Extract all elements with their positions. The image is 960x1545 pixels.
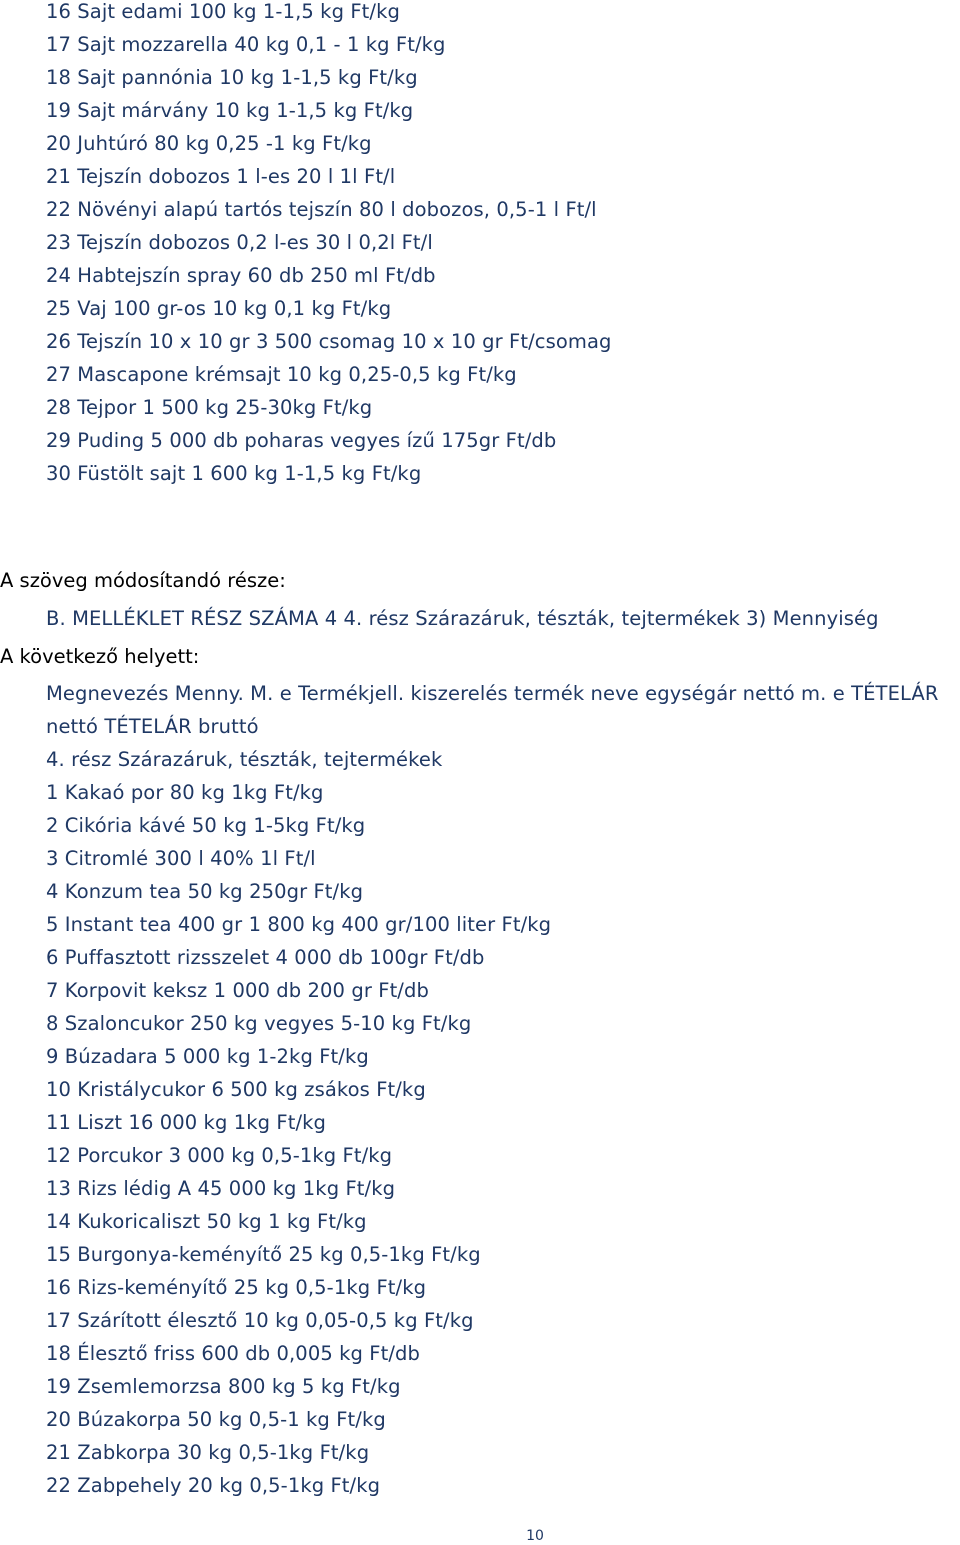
list-item: 18 Élesztő friss 600 db 0,005 kg Ft/db [46, 1342, 420, 1365]
list-item: 7 Korpovit keksz 1 000 db 200 gr Ft/db [46, 979, 429, 1002]
modify-line: B. MELLÉKLET RÉSZ SZÁMA 4 4. rész Szárazáruk, tészták, tejtermékek 3) Mennyiség [46, 607, 879, 630]
list-item: 17 Sajt mozzarella 40 kg 0,1 - 1 kg Ft/kg [46, 33, 446, 56]
list-item: 24 Habtejszín spray 60 db 250 ml Ft/db [46, 264, 436, 287]
list-item: 25 Vaj 100 gr-os 10 kg 0,1 kg Ft/kg [46, 297, 392, 320]
list-item: 30 Füstölt sajt 1 600 kg 1-1,5 kg Ft/kg [46, 462, 422, 485]
list-item: 3 Citromlé 300 l 40% 1l Ft/l [46, 847, 316, 870]
list-item: 6 Puffasztott rizsszelet 4 000 db 100gr Ft/db [46, 946, 485, 969]
list-item: 12 Porcukor 3 000 kg 0,5-1kg Ft/kg [46, 1144, 393, 1167]
list-item: 11 Liszt 16 000 kg 1kg Ft/kg [46, 1111, 327, 1134]
list-item: 18 Sajt pannónia 10 kg 1-1,5 kg Ft/kg [46, 66, 418, 89]
list-item: 19 Zsemlemorzsa 800 kg 5 kg Ft/kg [46, 1375, 401, 1398]
list-item: 14 Kukoricaliszt 50 kg 1 kg Ft/kg [46, 1210, 367, 1233]
list-item: 21 Zabkorpa 30 kg 0,5-1kg Ft/kg [46, 1441, 370, 1464]
list-item: 22 Növényi alapú tartós tejszín 80 l dobozos, 0,5-1 l Ft/l [46, 198, 597, 221]
heading-modify: A szöveg módosítandó része: [0, 569, 286, 592]
list-item: 16 Sajt edami 100 kg 1-1,5 kg Ft/kg [46, 0, 400, 23]
list-item: 8 Szaloncukor 250 kg vegyes 5-10 kg Ft/kg [46, 1012, 472, 1035]
table-header-line-2: nettó TÉTELÁR bruttó [46, 715, 259, 738]
list-item: 20 Juhtúró 80 kg 0,25 -1 kg Ft/kg [46, 132, 372, 155]
list-item: 9 Búzadara 5 000 kg 1-2kg Ft/kg [46, 1045, 369, 1068]
list-item: 22 Zabpehely 20 kg 0,5-1kg Ft/kg [46, 1474, 381, 1497]
list-item: 13 Rizs lédig A 45 000 kg 1kg Ft/kg [46, 1177, 396, 1200]
table-header-line-1: Megnevezés Menny. M. e Termékjell. kiszerelés termék neve egységár nettó m. e TÉTELÁR [46, 682, 939, 705]
list-item: 15 Burgonya-keményítő 25 kg 0,5-1kg Ft/kg [46, 1243, 481, 1266]
list-item: 2 Cikória kávé 50 kg 1-5kg Ft/kg [46, 814, 366, 837]
list-item: 1 Kakaó por 80 kg 1kg Ft/kg [46, 781, 324, 804]
list-item: 28 Tejpor 1 500 kg 25-30kg Ft/kg [46, 396, 373, 419]
list-item: 29 Puding 5 000 db poharas vegyes ízű 175gr Ft/db [46, 429, 557, 452]
page-number: 10 [526, 1528, 544, 1544]
list-item: 20 Búzakorpa 50 kg 0,5-1 kg Ft/kg [46, 1408, 386, 1431]
heading-instead: A következő helyett: [0, 645, 200, 668]
list-item: 27 Mascapone krémsajt 10 kg 0,25-0,5 kg Ft/kg [46, 363, 517, 386]
section-title: 4. rész Szárazáruk, tészták, tejtermékek [46, 748, 443, 771]
list-item: 19 Sajt márvány 10 kg 1-1,5 kg Ft/kg [46, 99, 414, 122]
list-item: 21 Tejszín dobozos 1 l-es 20 l 1l Ft/l [46, 165, 396, 188]
list-item: 23 Tejszín dobozos 0,2 l-es 30 l 0,2l Ft/l [46, 231, 433, 254]
list-item: 26 Tejszín 10 x 10 gr 3 500 csomag 10 x 10 gr Ft/csomag [46, 330, 612, 353]
list-item: 4 Konzum tea 50 kg 250gr Ft/kg [46, 880, 364, 903]
list-item: 17 Szárított élesztő 10 kg 0,05-0,5 kg Ft/kg [46, 1309, 474, 1332]
list-item: 16 Rizs-keményítő 25 kg 0,5-1kg Ft/kg [46, 1276, 427, 1299]
list-item: 5 Instant tea 400 gr 1 800 kg 400 gr/100 liter Ft/kg [46, 913, 552, 936]
list-item: 10 Kristálycukor 6 500 kg zsákos Ft/kg [46, 1078, 426, 1101]
